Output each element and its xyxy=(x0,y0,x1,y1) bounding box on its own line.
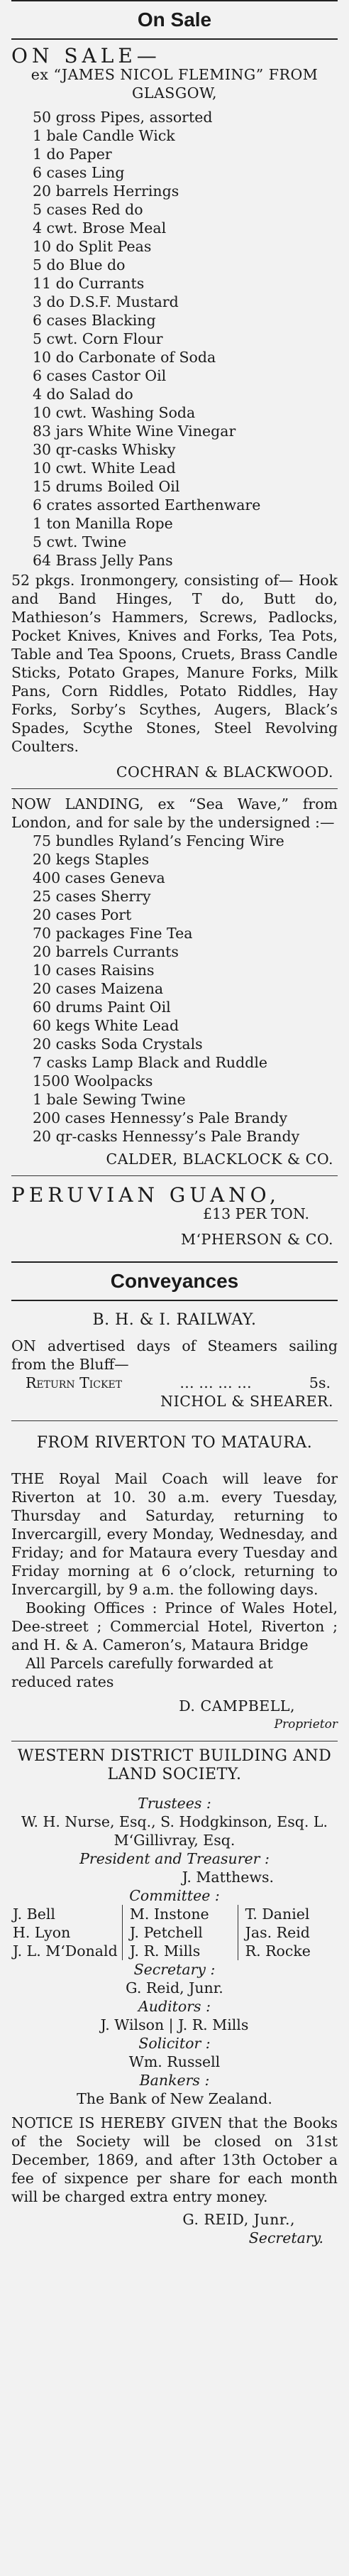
list-item: 5 cases Red do xyxy=(33,201,143,218)
price: £13 PER TON. xyxy=(203,1205,309,1222)
list-item: 60 drums Paint Oil xyxy=(33,999,171,1016)
advert-headline: ON SALE— xyxy=(11,44,161,67)
list-item: 10 cwt. Washing Soda xyxy=(33,404,196,421)
list-item: 6 cases Blacking xyxy=(33,312,156,329)
goods-list xyxy=(11,832,338,1146)
ironmongery-description: 52 pkgs. Ironmongery, consisting of— Hook and Band Hinges, T do, Butt do, Mathieson’s Hammers, Screws, Padlocks, Pocket Knives, Knives and Forks, Tea Pots, Table and Tea Spoons, Cruets, Brass Candle Sticks, Potato Grapes, Manure Forks, Milk Pans, Corn Riddles, Potato Riddles, Hay Forks, Sorby’s Scythes, Augers, Black’s Spades, Scythe Stones, Steel Revolving Coulters. xyxy=(11,572,338,755)
advert-headline: B. H. & I. RAILWAY. xyxy=(92,1311,257,1329)
bankers-label: Bankers : xyxy=(139,2072,210,2089)
solicitor-label: Solicitor : xyxy=(138,2035,211,2052)
list-item: 70 packages Fine Tea xyxy=(33,925,193,942)
list-item: 20 barrels Currants xyxy=(33,943,179,960)
list-item: 10 do Split Peas xyxy=(33,238,152,255)
list-item: 6 cases Castor Oil xyxy=(33,367,167,384)
advertiser-signature: COCHRAN & BLACKWOOD. xyxy=(116,763,333,781)
advert-james-nicol-fleming xyxy=(11,40,338,781)
list-item: 20 cases Maizena xyxy=(33,980,164,997)
section-heading-on-sale: On Sale xyxy=(137,9,212,31)
list-item: 5 cwt. Corn Flour xyxy=(33,330,163,347)
advert-body: THE Royal Mail Coach will leave for Riverton at 10. 30 a.m. every Tuesday, Thursday and Saturday, returning to Invercargill, every Monday, Wednesday, and Friday; and for Mataura every Tuesday and Friday morning at 6 o’clock, returning to Invercargill, by 9 a.m. the following days. xyxy=(11,1470,338,1598)
advert-peruvian-guano xyxy=(11,1176,338,1249)
list-item: 11 do Currants xyxy=(33,275,145,292)
list-item: 7 casks Lamp Black and Ruddle xyxy=(33,1054,268,1071)
list-item: 64 Brass Jelly Pans xyxy=(33,552,173,569)
notice: NOTICE IS HEREBY GIVEN that the Books of the Society will be closed on 31st December, 1869, and after 13th October a fee of sixpence per share for each month will be charged extra entry money. xyxy=(11,2114,338,2205)
advertiser-signature: CALDER, BLACKLOCK & CO. xyxy=(106,1151,333,1168)
advert-building-society xyxy=(11,1741,338,2247)
list-item: 10 do Carbonate of Soda xyxy=(33,349,216,366)
advert-sea-wave xyxy=(11,789,338,1168)
ticket-line xyxy=(11,1374,338,1392)
advert-headline: PERUVIAN GUANO, xyxy=(11,1183,280,1207)
committee-member: J. Bell xyxy=(13,1906,55,1923)
advertiser-signature: M‘PHERSON & CO. xyxy=(181,1231,333,1248)
list-item: 50 gross Pipes, assorted xyxy=(33,109,213,126)
list-item: 20 barrels Herrings xyxy=(33,183,179,200)
list-item: 83 jars White Wine Vinegar xyxy=(33,423,236,440)
list-item: 3 do D.S.F. Mustard xyxy=(33,293,179,310)
committee-member: M. Instone xyxy=(129,1906,209,1923)
advert-railway xyxy=(11,1301,338,1411)
advert-headline: FROM RIVERTON TO MATAURA. xyxy=(36,1434,313,1452)
advert-headline: WESTERN DISTRICT BUILDING AND LAND SOCIETY. xyxy=(17,1747,332,1783)
advertiser-signature: NICHOL & SHEARER. xyxy=(160,1393,333,1410)
committee-member: J. R. Mills xyxy=(129,1942,201,1960)
list-item: 20 qr-casks Hennessy’s Pale Brandy xyxy=(33,1128,300,1145)
list-item: 20 cases Port xyxy=(33,906,132,923)
list-item: 1 bale Candle Wick xyxy=(33,127,175,144)
secretary: G. Reid, Junr. xyxy=(126,1979,223,1996)
list-item: 20 casks Soda Crystals xyxy=(33,1036,203,1053)
list-item: 400 cases Geneva xyxy=(33,869,165,886)
president: J. Matthews. xyxy=(182,1869,274,1886)
auditors-label: Auditors : xyxy=(138,1998,211,2015)
list-item: 10 cases Raisins xyxy=(33,962,155,979)
ticket-price: 5s. xyxy=(309,1374,331,1391)
list-item: 5 cwt. Twine xyxy=(33,533,127,550)
goods-list xyxy=(11,108,338,570)
list-item: 1 ton Manilla Rope xyxy=(33,515,173,532)
parcels-note: All Parcels carefully forwarded at reduced rates xyxy=(11,1655,273,1690)
list-item: 200 cases Hennessy’s Pale Brandy xyxy=(33,1109,288,1126)
committee-column xyxy=(122,1905,238,1960)
ticket-dots: … … … … xyxy=(179,1374,252,1391)
list-item: 6 cases Ling xyxy=(33,164,125,181)
list-item: 10 cwt. White Lead xyxy=(33,460,176,477)
president-label: President and Treasurer : xyxy=(79,1850,270,1867)
section-heading-conveyances: Conveyances xyxy=(110,1270,239,1292)
trustees-label: Trustees : xyxy=(138,1795,211,1812)
committee-member: J. L. M‘Donald xyxy=(13,1942,118,1960)
list-item: 4 cwt. Brose Meal xyxy=(33,219,167,237)
bankers: The Bank of New Zealand. xyxy=(77,2090,272,2107)
committee-member: J. Petchell xyxy=(129,1924,203,1941)
list-item: 1 do Paper xyxy=(33,146,112,163)
advert-intro: ex “JAMES NICOL FLEMING” FROM GLASGOW, xyxy=(31,66,318,102)
list-item: 25 cases Sherry xyxy=(33,888,151,905)
committee-member: T. Daniel xyxy=(245,1906,310,1923)
trustees: W. H. Nurse, Esq., S. Hodgkinson, Esq. L. M‘Gillivray, Esq. xyxy=(21,1813,328,1849)
advert-intro: NOW LANDING, ex “Sea Wave,” from London, and for sale by the undersigned :— xyxy=(11,795,338,831)
committee-column xyxy=(238,1905,338,1960)
committee-table xyxy=(11,1905,338,1960)
list-item: 4 do Salad do xyxy=(33,386,133,403)
ticket-label: Return Ticket xyxy=(26,1374,123,1391)
committee-member: R. Rocke xyxy=(245,1942,311,1960)
booking-offices: Booking Offices : Prince of Wales Hotel, Dee-street ; Commercial Hotel, Riverton ; and H. & A. Cameron’s, Mataura Bridge xyxy=(11,1599,338,1653)
list-item: 1 bale Sewing Twine xyxy=(33,1091,186,1108)
committee-member: Jas. Reid xyxy=(245,1924,310,1941)
advert-mail-coach xyxy=(11,1421,338,1734)
committee-label: Committee : xyxy=(129,1887,220,1904)
solicitor: Wm. Russell xyxy=(128,2053,221,2070)
list-item: 20 kegs Staples xyxy=(33,851,150,868)
advertiser-title: Secretary. xyxy=(248,2229,323,2246)
committee-column xyxy=(11,1905,122,1960)
list-item: 1500 Woolpacks xyxy=(33,1072,153,1089)
list-item: 75 bundles Ryland’s Fencing Wire xyxy=(33,832,284,849)
advertiser-signature: D. CAMPBELL, xyxy=(179,1697,295,1714)
secretary-label: Secretary : xyxy=(133,1961,216,1978)
list-item: 30 qr-casks Whisky xyxy=(33,441,176,458)
advert-body: ON advertised days of Steamers sailing from the Bluff— xyxy=(11,1337,338,1373)
list-item: 60 kegs White Lead xyxy=(33,1017,179,1034)
list-item: 15 drums Boiled Oil xyxy=(33,478,180,495)
list-item: 5 do Blue do xyxy=(33,256,126,273)
advertiser-signature: G. REID, Junr., xyxy=(182,2211,295,2228)
advertiser-title: Proprietor xyxy=(274,1717,338,1732)
auditors: J. Wilson | J. R. Mills xyxy=(100,2016,249,2033)
list-item: 6 crates assorted Earthenware xyxy=(33,496,261,513)
committee-member: H. Lyon xyxy=(13,1924,71,1941)
